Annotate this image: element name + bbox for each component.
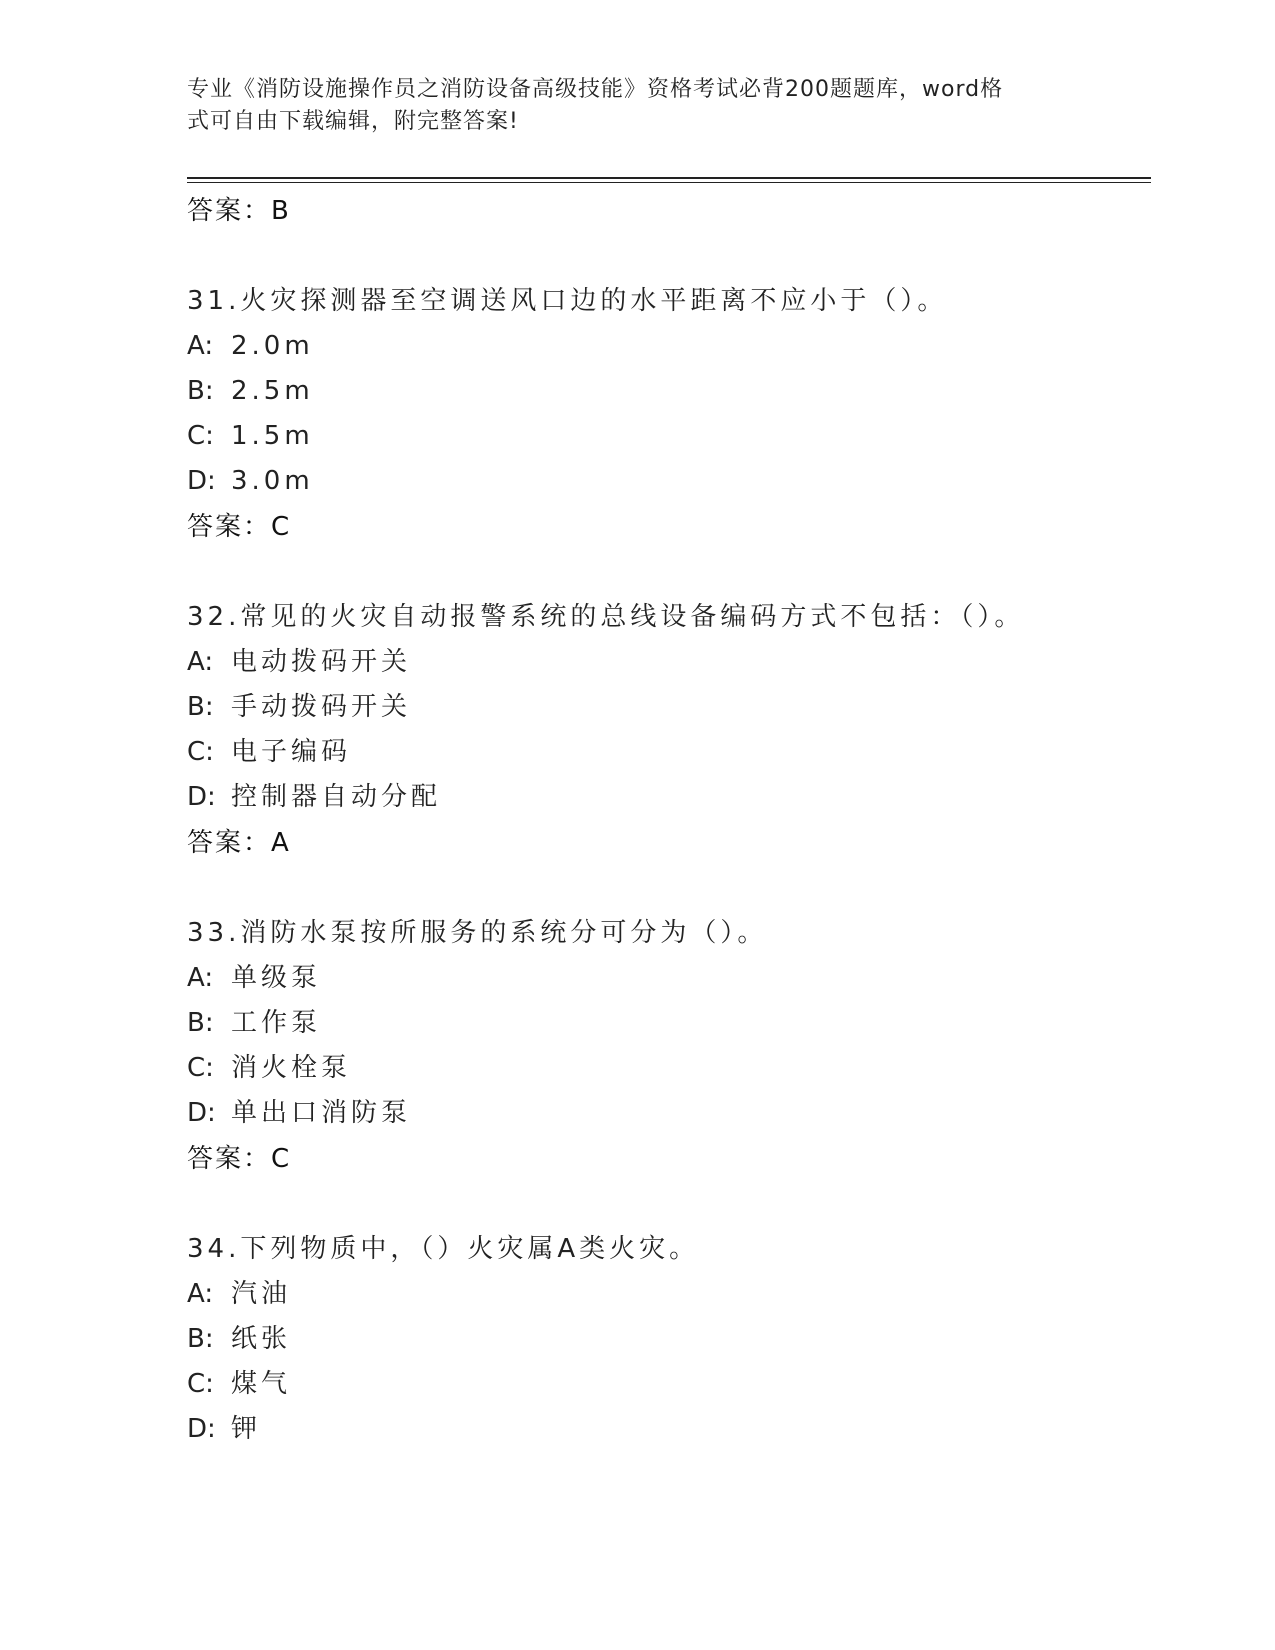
header-divider-thick	[187, 177, 1151, 179]
option-key: A:	[187, 331, 214, 361]
question-stem	[187, 910, 1151, 956]
option-key: C:	[187, 1369, 214, 1399]
option-key: D:	[187, 782, 216, 812]
option-key: B:	[187, 376, 214, 406]
option-text: 单级泵	[231, 963, 322, 993]
answer-label: 答案：	[187, 196, 272, 226]
option-key: A:	[187, 1279, 214, 1309]
answer-line	[187, 820, 1151, 866]
option-text: 3.0m	[231, 466, 314, 496]
option-key: C:	[187, 737, 214, 767]
option-key: D:	[187, 466, 216, 496]
question-text: 消防水泵按所服务的系统分可分为（）。	[240, 918, 768, 948]
question-number: 31.	[187, 286, 241, 316]
option-d	[187, 1091, 1151, 1136]
option-b	[187, 685, 1151, 730]
question-number: 33.	[187, 918, 241, 948]
option-text: 手动拨码开关	[231, 692, 412, 722]
option-text: 纸张	[231, 1324, 292, 1354]
option-text: 煤气	[231, 1369, 292, 1399]
option-c	[187, 1046, 1151, 1091]
answer-line	[187, 504, 1151, 550]
answer-line	[187, 1136, 1151, 1182]
option-key: D:	[187, 1414, 216, 1444]
option-text: 2.5m	[231, 376, 314, 406]
question-text: 下列物质中，（）火灾属A类火灾。	[240, 1234, 700, 1264]
answer-value: C	[271, 512, 290, 542]
header-divider-thin	[187, 182, 1151, 183]
document-header	[187, 74, 1067, 138]
option-key: C:	[187, 1053, 214, 1083]
option-text: 汽油	[231, 1279, 292, 1309]
answer-label: 答案：	[187, 828, 272, 858]
question-stem	[187, 594, 1151, 640]
option-key: B:	[187, 1008, 214, 1038]
option-d	[187, 1407, 1151, 1452]
option-a	[187, 956, 1151, 1001]
option-key: A:	[187, 647, 214, 677]
option-text: 消火栓泵	[231, 1053, 352, 1083]
answer-value: B	[271, 196, 289, 226]
answer-label: 答案：	[187, 512, 272, 542]
question-stem	[187, 278, 1151, 324]
answer-value: A	[271, 828, 289, 858]
question-31	[187, 278, 1151, 550]
question-number: 32.	[187, 602, 241, 632]
option-c	[187, 414, 1151, 459]
header-line-2: 式可自由下载编辑，附完整答案!	[187, 109, 519, 134]
option-text: 电动拨码开关	[231, 647, 412, 677]
option-a	[187, 1272, 1151, 1317]
option-key: A:	[187, 963, 214, 993]
answer-line	[187, 188, 1151, 234]
option-text: 控制器自动分配	[231, 782, 442, 812]
option-key: B:	[187, 1324, 214, 1354]
option-key: B:	[187, 692, 214, 722]
question-list	[187, 188, 1151, 1452]
question-34	[187, 1226, 1151, 1452]
option-b	[187, 369, 1151, 414]
option-c	[187, 1362, 1151, 1407]
option-text: 1.5m	[231, 421, 314, 451]
option-d	[187, 459, 1151, 504]
question-33	[187, 910, 1151, 1182]
option-key: D:	[187, 1098, 216, 1128]
option-text: 电子编码	[231, 737, 352, 767]
option-key: C:	[187, 421, 214, 451]
option-b	[187, 1001, 1151, 1046]
option-text: 单出口消防泵	[231, 1098, 412, 1128]
question-stem	[187, 1226, 1151, 1272]
question-text: 火灾探测器至空调送风口边的水平距离不应小于（）。	[240, 286, 948, 316]
option-text: 工作泵	[231, 1008, 322, 1038]
option-b	[187, 1317, 1151, 1362]
option-d	[187, 775, 1151, 820]
option-a	[187, 640, 1151, 685]
question-text: 常见的火灾自动报警系统的总线设备编码方式不包括：（）。	[240, 602, 1025, 632]
option-text: 钾	[231, 1414, 262, 1444]
header-line-1: 专业《消防设施操作员之消防设备高级技能》资格考试必背200题题库，word格	[187, 77, 1004, 102]
option-a	[187, 324, 1151, 369]
option-c	[187, 730, 1151, 775]
answer-label: 答案：	[187, 1144, 272, 1174]
question-number: 34.	[187, 1234, 241, 1264]
question-32	[187, 594, 1151, 866]
option-text: 2.0m	[231, 331, 314, 361]
answer-value: C	[271, 1144, 290, 1174]
